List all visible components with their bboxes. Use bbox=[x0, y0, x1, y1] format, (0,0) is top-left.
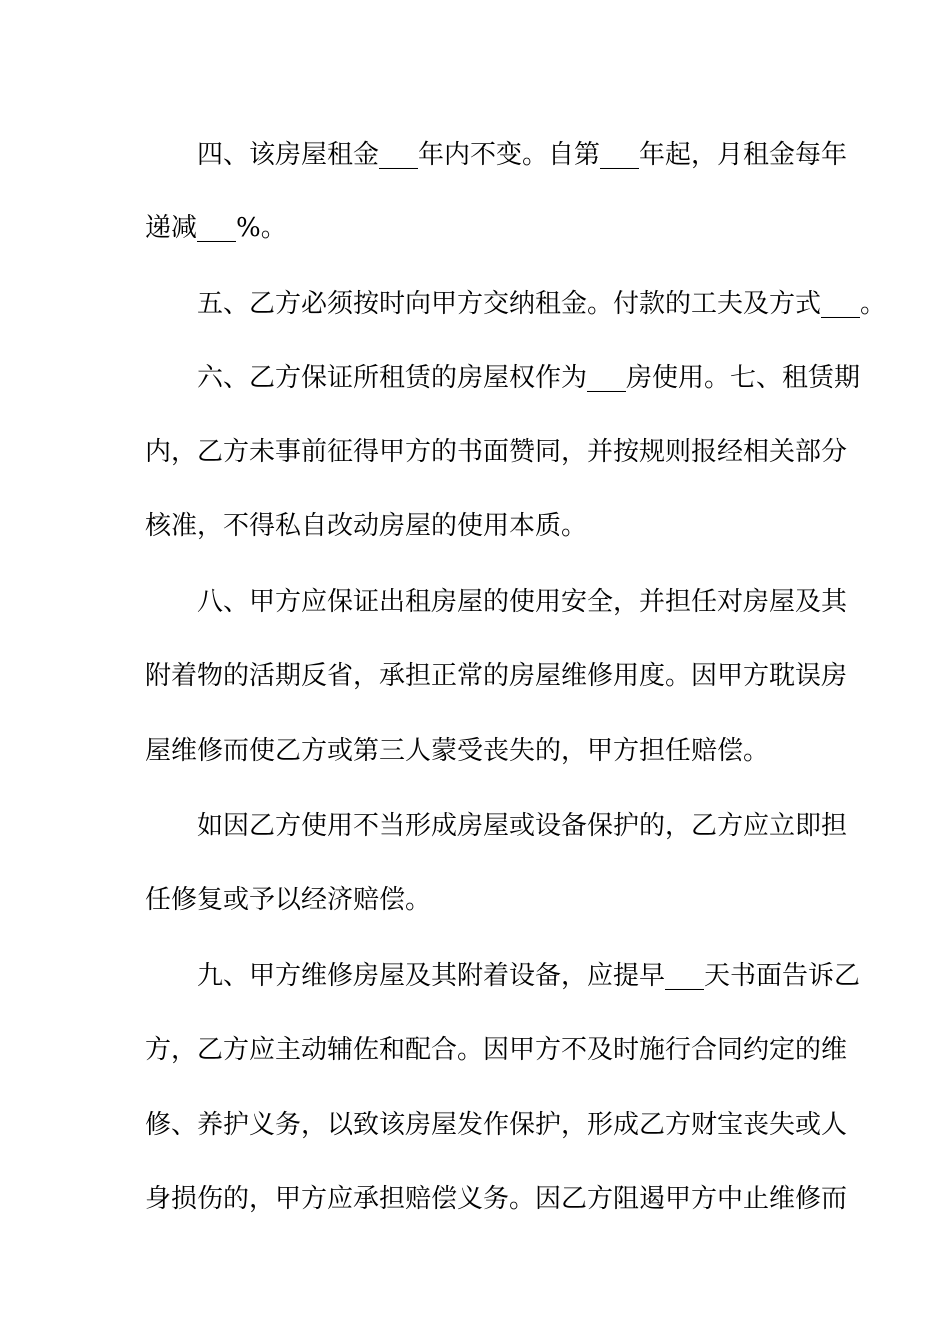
text-line: 附着物的活期反省，承担正常的房屋维修用度。因甲方耽误房 bbox=[145, 661, 848, 691]
text-line: 屋维修而使乙方或第三人蒙受丧失的，甲方担任赔偿。 bbox=[145, 736, 770, 766]
text-line: 六、乙方保证所租赁的房屋权作为___房使用。七、租赁期 bbox=[145, 363, 861, 393]
text-line: 内，乙方未事前征得甲方的书面赞同，并按规则报经相关部分 bbox=[145, 437, 848, 467]
text-line: 方，乙方应主动辅佐和配合。因甲方不及时施行合同约定的维 bbox=[145, 1035, 848, 1065]
text-line: 任修复或予以经济赔偿。 bbox=[145, 885, 432, 915]
text-line: 八、甲方应保证出租房屋的使用安全，并担任对房屋及其 bbox=[145, 587, 848, 617]
text-line: 九、甲方维修房屋及其附着设备，应提早___天书面告诉乙 bbox=[145, 961, 861, 991]
text-line: 修、养护义务，以致该房屋发作保护，形成乙方财宝丧失或人 bbox=[145, 1110, 848, 1140]
text-line: 五、乙方必须按时向甲方交纳租金。付款的工夫及方式___。 bbox=[145, 289, 887, 319]
text-line: 核准，不得私自改动房屋的使用本质。 bbox=[145, 511, 588, 541]
text-line: 如因乙方使用不当形成房屋或设备保护的，乙方应立即担 bbox=[145, 811, 848, 841]
text-line: 递减___%。 bbox=[145, 213, 287, 243]
text-line: 四、该房屋租金___年内不变。自第___年起，月租金每年 bbox=[145, 140, 848, 170]
text-line: 身损伤的，甲方应承担赔偿义务。因乙方阻遏甲方中止维修而 bbox=[145, 1184, 848, 1214]
